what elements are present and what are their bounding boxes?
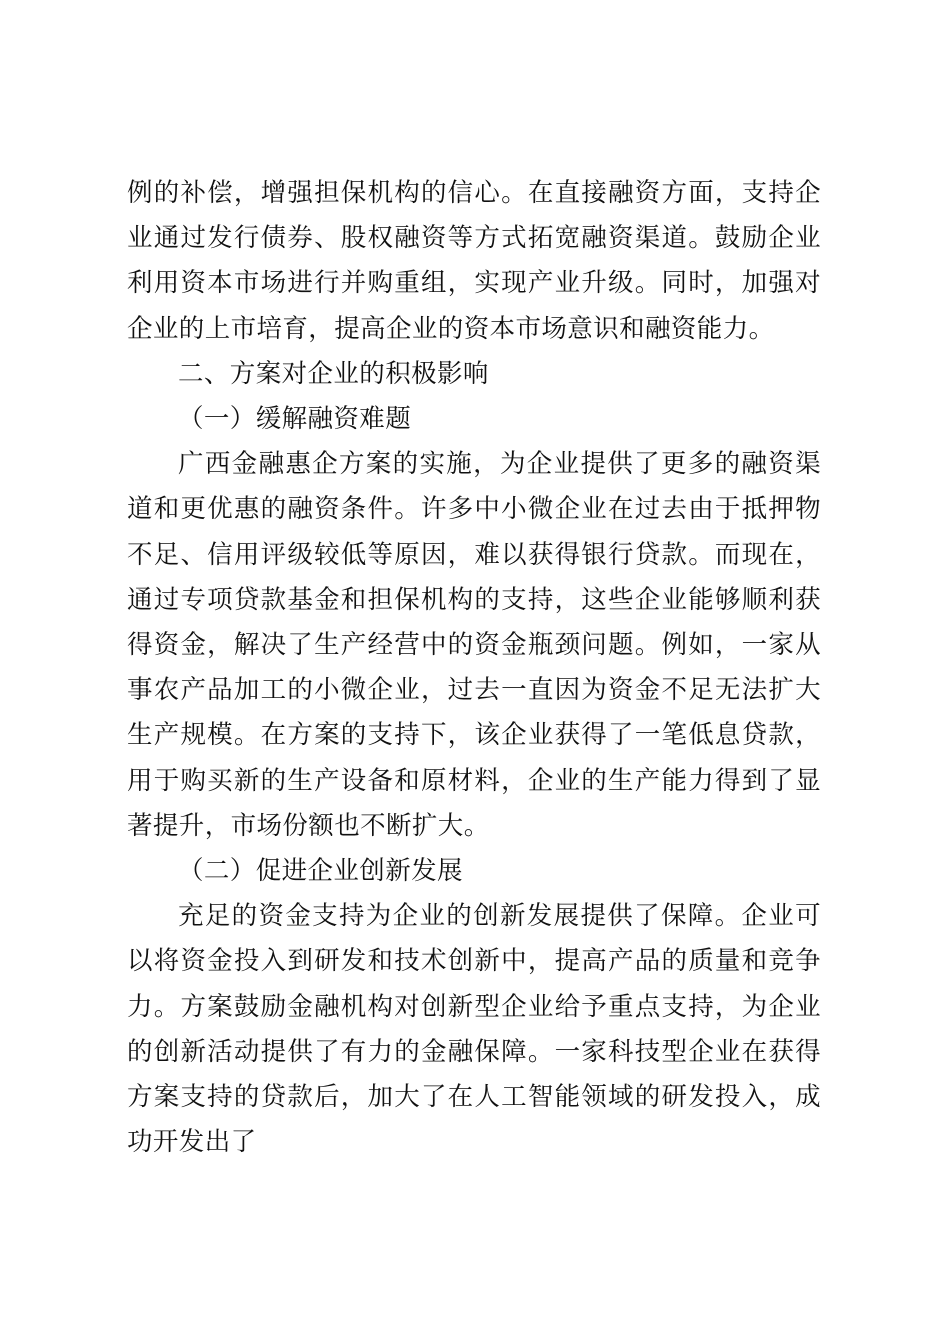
subsection-heading-1: （一）缓解融资难题 — [178, 404, 412, 435]
subsection-heading-2: （二）促进企业创新发展 — [178, 856, 463, 887]
paragraph-financing: 广西金融惠企方案的实施，为企业提供了更多的融资渠道和更优惠的融资条件。许多中小微企业在过去由于抵押物不足、信用评级较低等原因，难以获得银行贷款。而现在，通过专项贷款基金和担保机构的支持，这些企业能够顺利获得资金，解决了生产经营中的资金瓶颈问题。例如，一家从事农产品加工的小微企业，过去一直因为资金不足无法扩大生产规模。在方案的支持下，该企业获得了一笔低息贷款，用于购买新的生产设备和原材料，企业的生产能力得到了显著提升，市场份额也不断扩大。 — [127, 449, 821, 841]
paragraph-innovation: 充足的资金支持为企业的创新发展提供了保障。企业可以将资金投入到研发和技术创新中，提高产品的质量和竞争力。方案鼓励金融机构对创新型企业给予重点支持，为企业的创新活动提供了有力的金融保障。一家科技型企业在获得方案支持的贷款后，加大了在人工智能领域的研发投入，成功开发出了 — [127, 901, 821, 1158]
paragraph-continued: 例的补偿，增强担保机构的信心。在直接融资方面，支持企业通过发行债券、股权融资等方式拓宽融资渠道。鼓励企业利用资本市场进行并购重组，实现产业升级。同时，加强对企业的上市培育，提高企业的资本市场意识和融资能力。 — [127, 178, 821, 344]
document-body — [127, 171, 821, 1165]
section-heading-2: 二、方案对企业的积极影响 — [178, 358, 489, 389]
